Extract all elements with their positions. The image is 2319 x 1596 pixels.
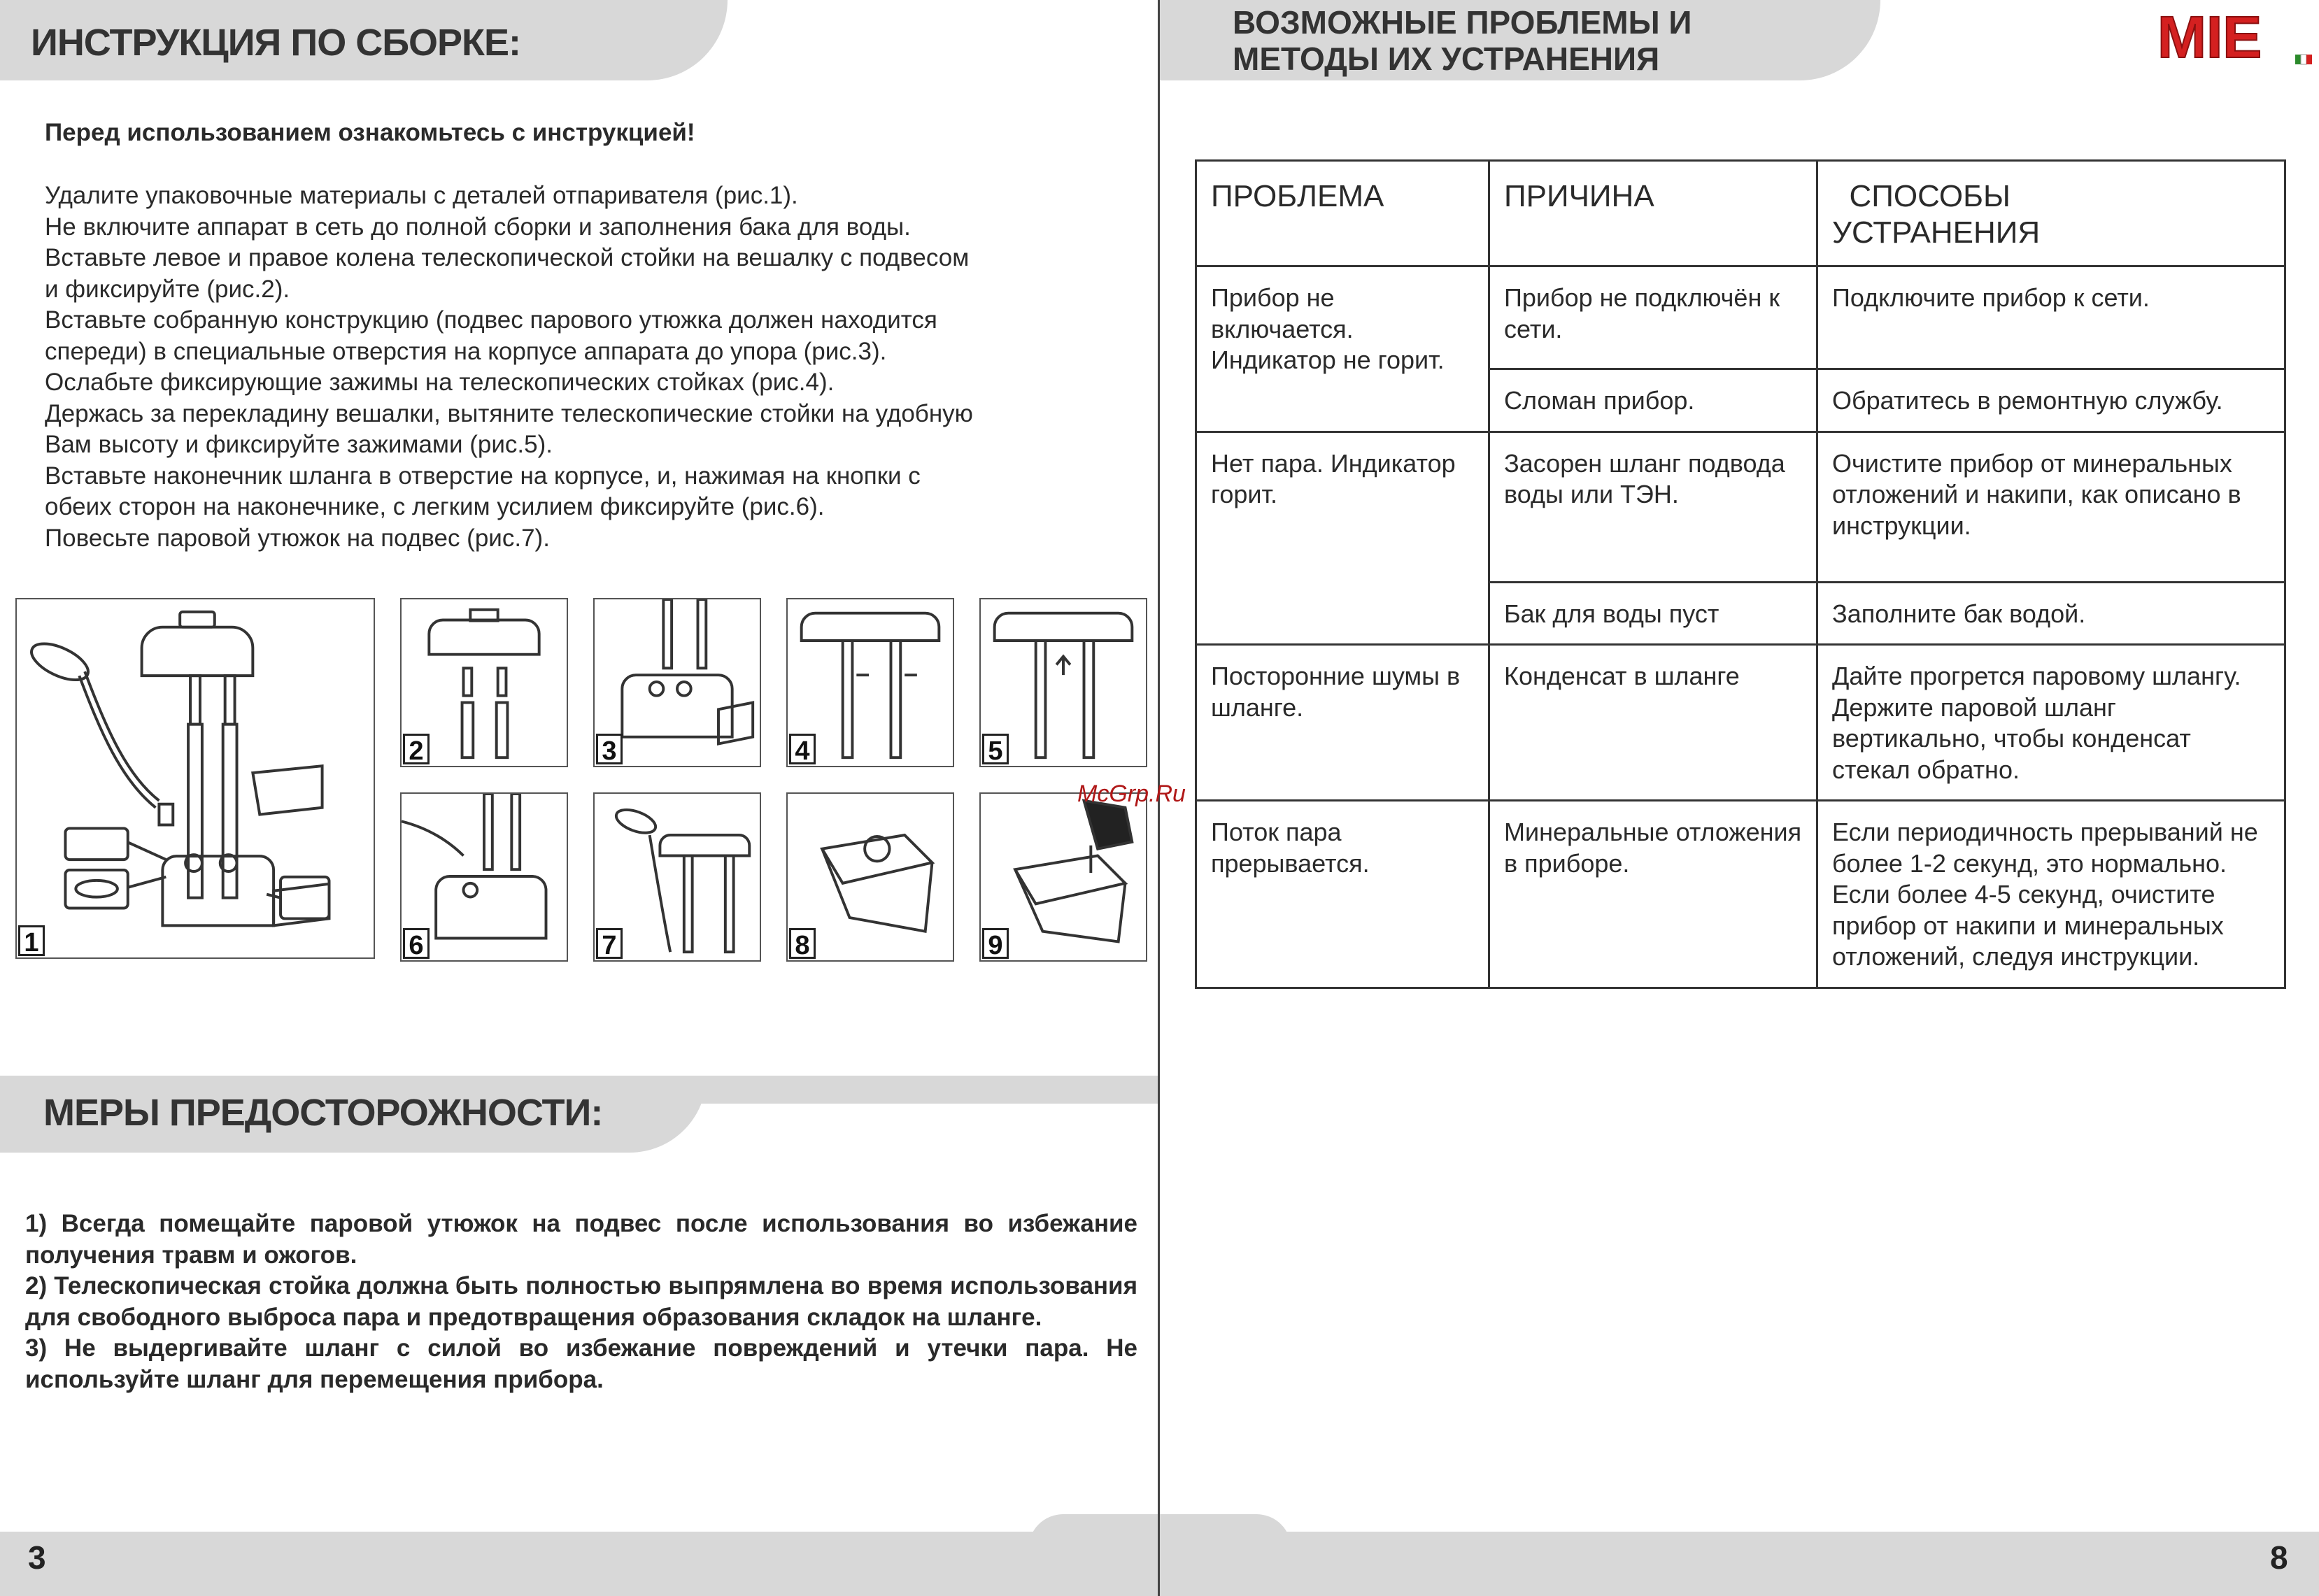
cause-cell: Засорен шланг подвода воды или ТЭН. bbox=[1489, 432, 1817, 582]
table-row bbox=[1196, 645, 2285, 801]
solution-cell: Обратитесь в ремонтную службу. bbox=[1817, 369, 2285, 432]
cause-cell: Конденсат в шланге bbox=[1489, 645, 1817, 801]
watermark-text: McGrp.Ru bbox=[1077, 781, 1186, 807]
figure-1-parts bbox=[15, 598, 375, 959]
problem-cell: Прибор не включается. Индикатор не горит. bbox=[1196, 266, 1489, 432]
figure-7 bbox=[593, 792, 761, 962]
table-row bbox=[1196, 432, 2285, 582]
assembly-header-title: ИНСТРУКЦИЯ ПО СБОРКЕ: bbox=[31, 22, 520, 64]
page-number: 8 bbox=[2270, 1539, 2288, 1576]
figure-number: 1 bbox=[18, 925, 45, 956]
cause-cell: Сломан прибор. bbox=[1489, 369, 1817, 432]
right-page bbox=[1160, 0, 2319, 1596]
intro-warning: Перед использованием ознакомьтесь с инструкцией! bbox=[45, 119, 695, 146]
column-header: ПРИЧИНА bbox=[1489, 161, 1817, 266]
header-line: МЕТОДЫ ИХ УСТРАНЕНИЯ bbox=[1233, 41, 1660, 77]
step-line: Держась за перекладину вешалки, вытяните телескопические стойки на удобную bbox=[45, 399, 973, 427]
step-line: Удалите упаковочные материалы с деталей отпаривателя (рис.1). bbox=[45, 182, 798, 209]
table-row bbox=[1196, 801, 2285, 988]
problem-cell: Посторонние шумы в шланге. bbox=[1196, 645, 1489, 801]
flag-icon bbox=[2295, 55, 2301, 64]
footer-band bbox=[1160, 1532, 2319, 1596]
step-line: Вставьте собранную конструкцию (подвес парового утюжка должен находится bbox=[45, 306, 937, 334]
figure-5 bbox=[979, 598, 1147, 767]
step-line: и фиксируйте (рис.2). bbox=[45, 275, 290, 303]
assembly-steps bbox=[45, 180, 1136, 554]
figure-number: 3 bbox=[596, 734, 623, 764]
step-line: Не включите аппарат в сеть до полной сборки и заполнения бака для воды. bbox=[45, 213, 911, 241]
page-number: 3 bbox=[28, 1539, 46, 1576]
caution-header-title: МЕРЫ ПРЕДОСТОРОЖНОСТИ: bbox=[43, 1092, 603, 1134]
figure-number: 9 bbox=[982, 928, 1009, 959]
step-line: Вставьте левое и правое колена телескопической стойки на вешалку с подвесом bbox=[45, 244, 970, 271]
solution-cell: Заполните бак водой. bbox=[1817, 582, 2285, 645]
brand-logo bbox=[2152, 7, 2313, 70]
figure-2 bbox=[400, 598, 568, 767]
caution-item: 3) Не выдергивайте шланг с силой во избежание повреждений и утечки пара. Не используйте шланг для перемещения прибора. bbox=[25, 1334, 1137, 1393]
figure-8 bbox=[786, 792, 954, 962]
caution-list bbox=[25, 1209, 1137, 1395]
step-line: спереди) в специальные отверстия на корпусе аппарата до упора (рис.3). bbox=[45, 337, 887, 365]
figure-9 bbox=[979, 792, 1147, 962]
caution-item: 1) Всегда помещайте паровой утюжок на подвес после использования во избежание получения травм и ожогов. bbox=[25, 1210, 1137, 1269]
troubleshooting-table bbox=[1195, 159, 2286, 989]
column-header: СПОСОБЫ УСТРАНЕНИЯ bbox=[1817, 161, 2285, 266]
caution-item: 2) Телескопическая стойка должна быть полностью выпрямлена во время использования для свободного выброса пара и предотвращения образования складок на шланге. bbox=[25, 1272, 1137, 1331]
brand-logo-text: MIE bbox=[2157, 7, 2262, 70]
table-header-row bbox=[1196, 161, 2285, 266]
figure-number: 5 bbox=[982, 734, 1009, 764]
figure-number: 6 bbox=[403, 928, 430, 959]
cause-cell: Прибор не подключён к сети. bbox=[1489, 266, 1817, 369]
figure-number: 4 bbox=[789, 734, 816, 764]
step-line: Вам высоту и фиксируйте зажимами (рис.5). bbox=[45, 431, 553, 458]
column-header: ПРОБЛЕМА bbox=[1196, 161, 1489, 266]
step-line: Вставьте наконечник шланга в отверстие на корпусе, и, нажимая на кнопки с bbox=[45, 462, 921, 490]
problems-header-title bbox=[1233, 4, 1692, 77]
step-line: обеих сторон на наконечнике, с легким усилием фиксируйте (рис.6). bbox=[45, 493, 825, 520]
footer-band bbox=[0, 1532, 1160, 1596]
steamer-parts-illustration bbox=[17, 599, 374, 957]
solution-cell: Если периодичность прерываний не более 1-2 секунд, это нормально. Если более 4-5 секунд, очистите прибор от накипи и минеральных отложений, следуя инструкции. bbox=[1817, 801, 2285, 988]
solution-cell: Очистите прибор от минеральных отложений и накипи, как описано в инструкции. bbox=[1817, 432, 2285, 582]
header-line: ВОЗМОЖНЫЕ ПРОБЛЕМЫ И bbox=[1233, 4, 1692, 41]
step-line: Повесьте паровой утюжок на подвес (рис.7). bbox=[45, 524, 550, 552]
solution-cell: Дайте прогрется паровому шлангу. Держите паровой шланг вертикально, чтобы конденсат стекал обратно. bbox=[1817, 645, 2285, 801]
figure-number: 7 bbox=[596, 928, 623, 959]
figure-3 bbox=[593, 598, 761, 767]
cause-cell: Бак для воды пуст bbox=[1489, 582, 1817, 645]
figure-4 bbox=[786, 598, 954, 767]
solution-cell: Подключите прибор к сети. bbox=[1817, 266, 2285, 369]
problem-cell: Поток пара прерывается. bbox=[1196, 801, 1489, 988]
problem-cell: Нет пара. Индикатор горит. bbox=[1196, 432, 1489, 645]
cause-cell: Минеральные отложения в приборе. bbox=[1489, 801, 1817, 988]
figure-number: 2 bbox=[403, 734, 430, 764]
figure-number: 8 bbox=[789, 928, 816, 959]
step-line: Ослабьте фиксирующие зажимы на телескопических стойках (рис.4). bbox=[45, 369, 835, 396]
table-row bbox=[1196, 266, 2285, 369]
figure-6 bbox=[400, 792, 568, 962]
